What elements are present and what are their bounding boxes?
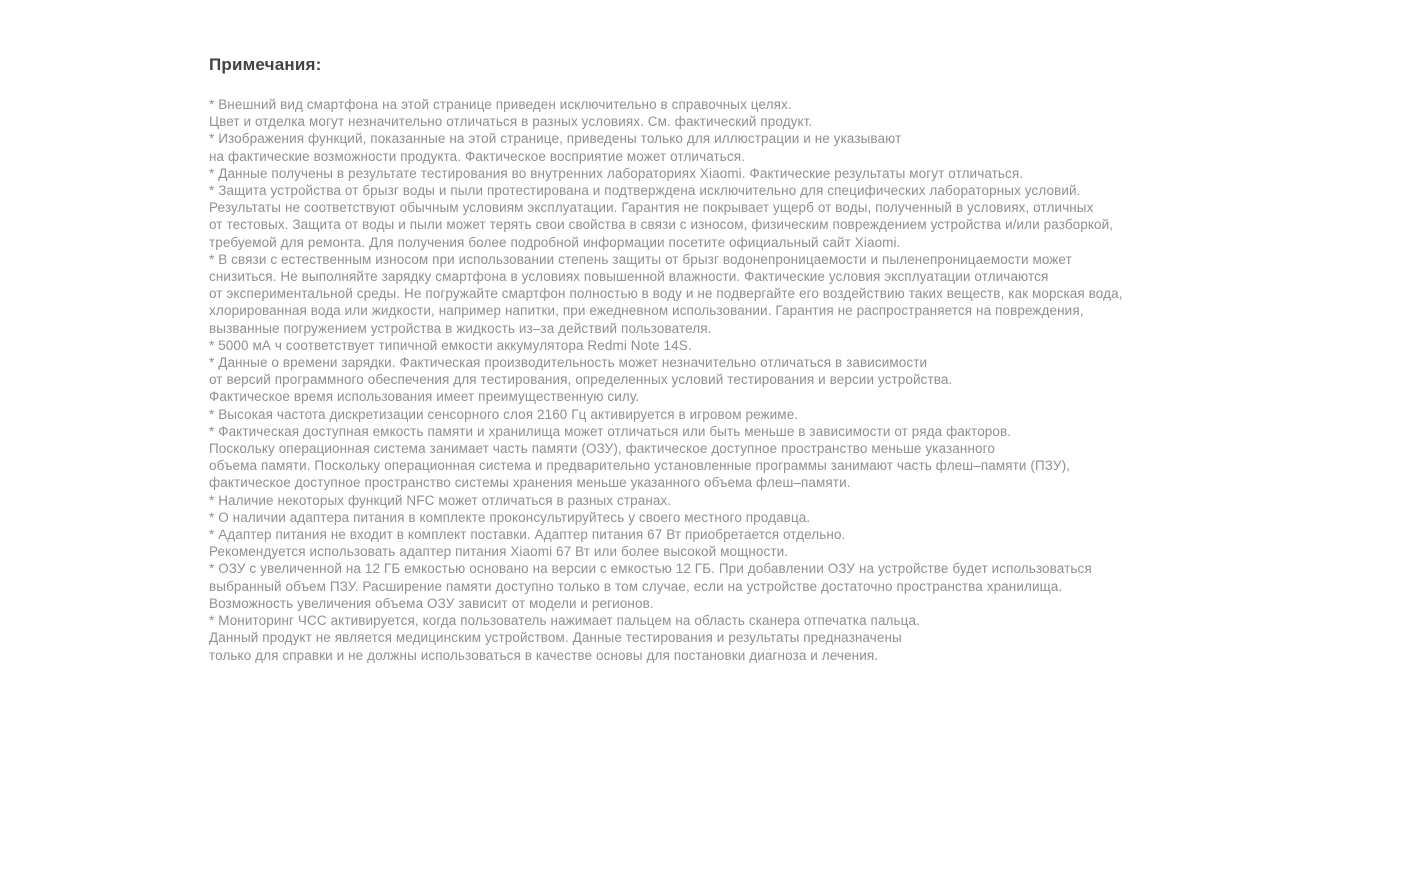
note-line: * Фактическая доступная емкость памяти и хранилища может отличаться или быть меньше в зависимости от ряда факторов.	[209, 423, 1012, 439]
note-line: снизиться. Не выполняйте зарядку смартфона в условиях повышенной влажности. Фактические условия эксплуатации отличаются	[209, 269, 1049, 285]
note-line: Результаты не соответствуют обычным условиям эксплуатации. Гарантия не покрывает ущерб от воды, полученный в условиях, отличных	[209, 200, 1094, 216]
note-line: * 5000 мА ч соответствует типичной емкости аккумулятора Redmi Note 14S.	[209, 337, 692, 353]
notes-heading: Примечания:	[209, 55, 322, 74]
note-line: хлорированная вода или жидкости, например напитки, при ежедневном использовании. Гарантия не распространяется на повреждения,	[209, 303, 1084, 319]
note-line: вызванные погружением устройства в жидкость из–за действий пользователя.	[209, 320, 712, 336]
note-line: * Изображения функций, показанные на этой странице, приведены только для иллюстрации и не указывают	[209, 131, 902, 147]
note-line: Поскольку операционная система занимает часть памяти (ОЗУ), фактическое доступное пространство меньше указанного	[209, 441, 995, 457]
note-line: на фактические возможности продукта. Фактическое восприятие может отличаться.	[209, 148, 746, 164]
note-line: * Внешний вид смартфона на этой странице приведен исключительно в справочных целях.	[209, 97, 792, 112]
note-line: от тестовых. Защита от воды и пыли может терять свои свойства в связи с износом, физическим повреждением устройства и/или разборкой,	[209, 217, 1114, 233]
note-line: объема памяти. Поскольку операционная система и предварительно установленные программы занимают часть флеш–памяти (ПЗУ),	[209, 458, 1071, 474]
note-line: * Данные получены в результате тестирования во внутренних лабораториях Xiaomi. Фактические результаты могут отличаться.	[209, 165, 1024, 181]
note-line: * О наличии адаптера питания в комплекте проконсультируйтесь у своего местного продавца.	[209, 509, 811, 525]
notes-section	[209, 54, 1209, 664]
note-line: Возможность увеличения объема ОЗУ зависит от модели и регионов.	[209, 595, 654, 611]
note-line: Фактическое время использования имеет преимущественную силу.	[209, 389, 640, 405]
note-line: * Мониторинг ЧСС активируется, когда пользователь нажимает пальцем на область сканера отпечатка пальца.	[209, 613, 920, 629]
note-line: требуемой для ремонта. Для получения более подробной информации посетите официальный сайт Xiaomi.	[209, 234, 901, 250]
note-line: * Защита устройства от брызг воды и пыли протестирована и подтверждена исключительно для специфических лабораторных условий.	[209, 183, 1081, 199]
note-line: * Адаптер питания не входит в комплект поставки. Адаптер питания 67 Вт приобретается отдельно.	[209, 527, 846, 543]
note-line: * Высокая частота дискретизации сенсорного слоя 2160 Гц активируется в игровом режиме.	[209, 406, 799, 422]
note-line: Рекомендуется использовать адаптер питания Xiaomi 67 Вт или более высокой мощности.	[209, 544, 789, 560]
note-line: * В связи с естественным износом при использовании степень защиты от брызг водонепроницаемости и пыленепроницаемости может	[209, 251, 1072, 267]
note-line: выбранный объем ПЗУ. Расширение памяти доступно только в том случае, если на устройстве достаточно пространства хранилища.	[209, 578, 1063, 594]
note-line: Цвет и отделка могут незначительно отличаться в разных условиях. См. фактический продукт.	[209, 114, 813, 130]
note-line: от версий программного обеспечения для тестирования, определенных условий тестирования и версии устройства.	[209, 372, 953, 388]
note-line: * Наличие некоторых функций NFC может отличаться в разных странах.	[209, 492, 672, 508]
note-line: * ОЗУ с увеличенной на 12 ГБ емкостью основано на версии с емкостью 12 ГБ. При добавлении ОЗУ на устройстве будет использоваться	[209, 561, 1092, 577]
note-line: от экспериментальной среды. Не погружайте смартфон полностью в воду и не подвергайте его воздействию таких веществ, как морская вода,	[209, 286, 1123, 302]
note-line: фактическое доступное пространство системы хранения меньше указанного объема флеш–памяти.	[209, 475, 851, 491]
notes-body	[209, 96, 1209, 664]
note-line: * Данные о времени зарядки. Фактическая производительность может незначительно отличаться в зависимости	[209, 355, 928, 371]
note-line: Данный продукт не является медицинским устройством. Данные тестирования и результаты предназначены	[209, 630, 902, 646]
note-line: только для справки и не должны использоваться в качестве основы для постановки диагноза и лечения.	[209, 647, 879, 663]
